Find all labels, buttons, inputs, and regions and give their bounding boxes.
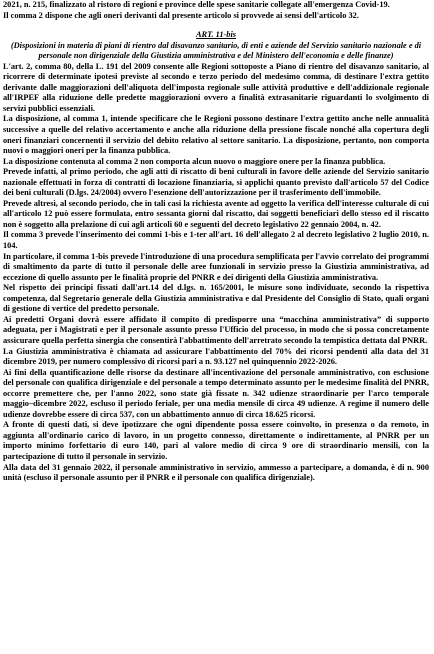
spacer [3,21,429,30]
body-paragraph: Il comma 3 prevede l'inserimento dei commi 1-bis e 1-ter all'art. 16 dell'allegato 2 al decreto legislativo 2 luglio 2010, n. 104. [3,230,429,251]
body-paragraph: A fronte di questi dati, si deve ipotizzare che ogni dipendente possa essere coinvolto, in presenza o da remoto, in aggiunta all'ordinario carico di lavoro, in un progetto connesso, direttamente o indirettamente, al PNRR per un importo minimo forfettario di euro 140, pari al valore medio di circa 9 ore di straordinario mensili, con la partecipazione di tutto il personale in servizio. [3,420,429,461]
body-paragraph: La disposizione contenuta al comma 2 non comporta alcun nuovo o maggiore onere per la finanza pubblica. [3,156,386,166]
body-paragraph: L'art. 2, comma 80, della L. 191 del 2009 consente alle Regioni sottoposte a Piano di rientro del disavanzo sanitario, al ricorrere di determinate ipotesi previste al secondo e terzo periodo del medesimo comma, di destinare l'extra gettito derivante dalle maggiorazioni dell'aliquota dell'imposta regionale sulle attività produttive e dell'addizionale regionale all'IRPEF alla riduzione delle predette maggiorazioni ovvero a finalità extrasanitarie riguardanti lo svolgimento di servizi pubblici essenziali. [3,61,429,113]
article-title: ART. 11-bis [195,30,237,40]
document-page [3,0,429,654]
body-paragraph: In particolare, il comma 1-bis prevede l'introduzione di una procedura semplificata per l'avvio correlato dei programmi di smaltimento da parte di tutto il personale delle aree funzionali in servizio presso la Giustizia amministrativa, ad eccezione di quello assunto per le finalità proprie del PNRR e dei dirigenti della Giustizia amministrativa. [3,251,429,282]
body-paragraph: La Giustizia amministrativa è chiamata ad assicurare l'abbattimento del 70% dei ricorsi pendenti alla data del 31 dicembre 2019, per numero complessivo di ricorsi pari a n. 93.127 nel quinquennio 2022-2026. [3,346,429,367]
body-paragraph: Prevede altresì, al secondo periodo, che in tali casi la richiesta avente ad oggetto la verifica dell'interesse culturale di cui all'articolo 12 può essere formulata, entro sessanta giorni dal riscatto, dai soggetti beneficiari dello stesso ed il riscatto non è soggetto alla prelazione di cui agli articoli 60 e seguenti del decreto legislativo 22 gennaio 2004, n. 42. [3,198,429,229]
body-paragraph: Ai predetti Organi dovrà essere affidato il compito di predisporre una “macchina amministrativa” di supporto adeguata, per i Magistrati e per il personale assunto presso l'Ufficio del processo, in modo che si possa concretamente assicurare quella perfetta sinergia che consentirà l'abbattimento dell'arretrato secondo la tempistica dettata dal PNRR. [3,314,429,345]
body-paragraph: Ai fini della quantificazione delle risorse da destinare all'incentivazione del personale amministrativo, con esclusione del personale con qualifica dirigenziale e del personale a tempo determinato assunto per le medesime finalità del PNRR, occorre premettere che, per l'anno 2022, sono state già fissate n. 342 udienze straordinarie per l'arco temporale maggio–dicembre 2022, escluso il periodo feriale, per una media mensile di circa 49 udienze. A regime il numero delle udienze dovrebbe essere di circa 537, con un abbattimento annuo di circa 18.625 ricorsi. [3,367,429,419]
article-subtitle: (Disposizioni in materia di piani di rientro dal disavanzo sanitario, di enti e aziende del Servizio sanitario nazionale e di personale non dirigenziale della Giustizia amministrativa e del Ministero dell'economia e delle finanze) [10,40,422,61]
body-paragraph: Prevede infatti, al primo periodo, che agli atti di riscatto di beni culturali in favore delle aziende del Servizio sanitario nazionale effettuati in forza di contratti di locazione finanziaria, si applichi quanto previsto dall'articolo 57 del Codice dei beni culturali (D.lgs. 24/2004) ovvero l'esenzione dell'autorizzazione per il trasferimento dell'immobile. [3,167,429,198]
body-paragraph: La disposizione, al comma 1, intende specificare che le Regioni possono destinare l'extra gettito anche nelle annualità successive a quelle del relativo accertamento e anche alla riduzione della pressione fiscale nonché alla copertura degli oneri finanziari concernenti il servizio del debito relativo al settore sanitario. La disposizione, pertanto, non comporta nuovi o maggiori oneri per la finanza pubblica. [3,114,429,156]
body-paragraph: Nel rispetto dei principi fissati dall'art.14 del d.lgs. n. 165/2001, le misure sono individuate, secondo la rispettiva competenza, dal Segretario generale della Giustizia amministrativa e dal Presidente del Consiglio di Stato, quali organi di gestione di vertice del predetto personale. [3,283,429,314]
intro-paragraph: 2021, n. 215, finalizzato al ristoro di regioni e province delle spese sanitarie collegate all'emergenza Covid-19. [3,0,390,9]
body-paragraph: Alla data del 31 gennaio 2022, il personale amministrativo in servizio, ammesso a partecipare, a domanda, è di n. 900 unità (escluso il personale assunto per il PNRR e il personale con qualifica dirigenziale). [3,462,429,483]
intro-paragraph: Il comma 2 dispone che agli oneri derivanti dal presente articolo si provvede ai sensi dell'articolo 32. [3,10,359,20]
